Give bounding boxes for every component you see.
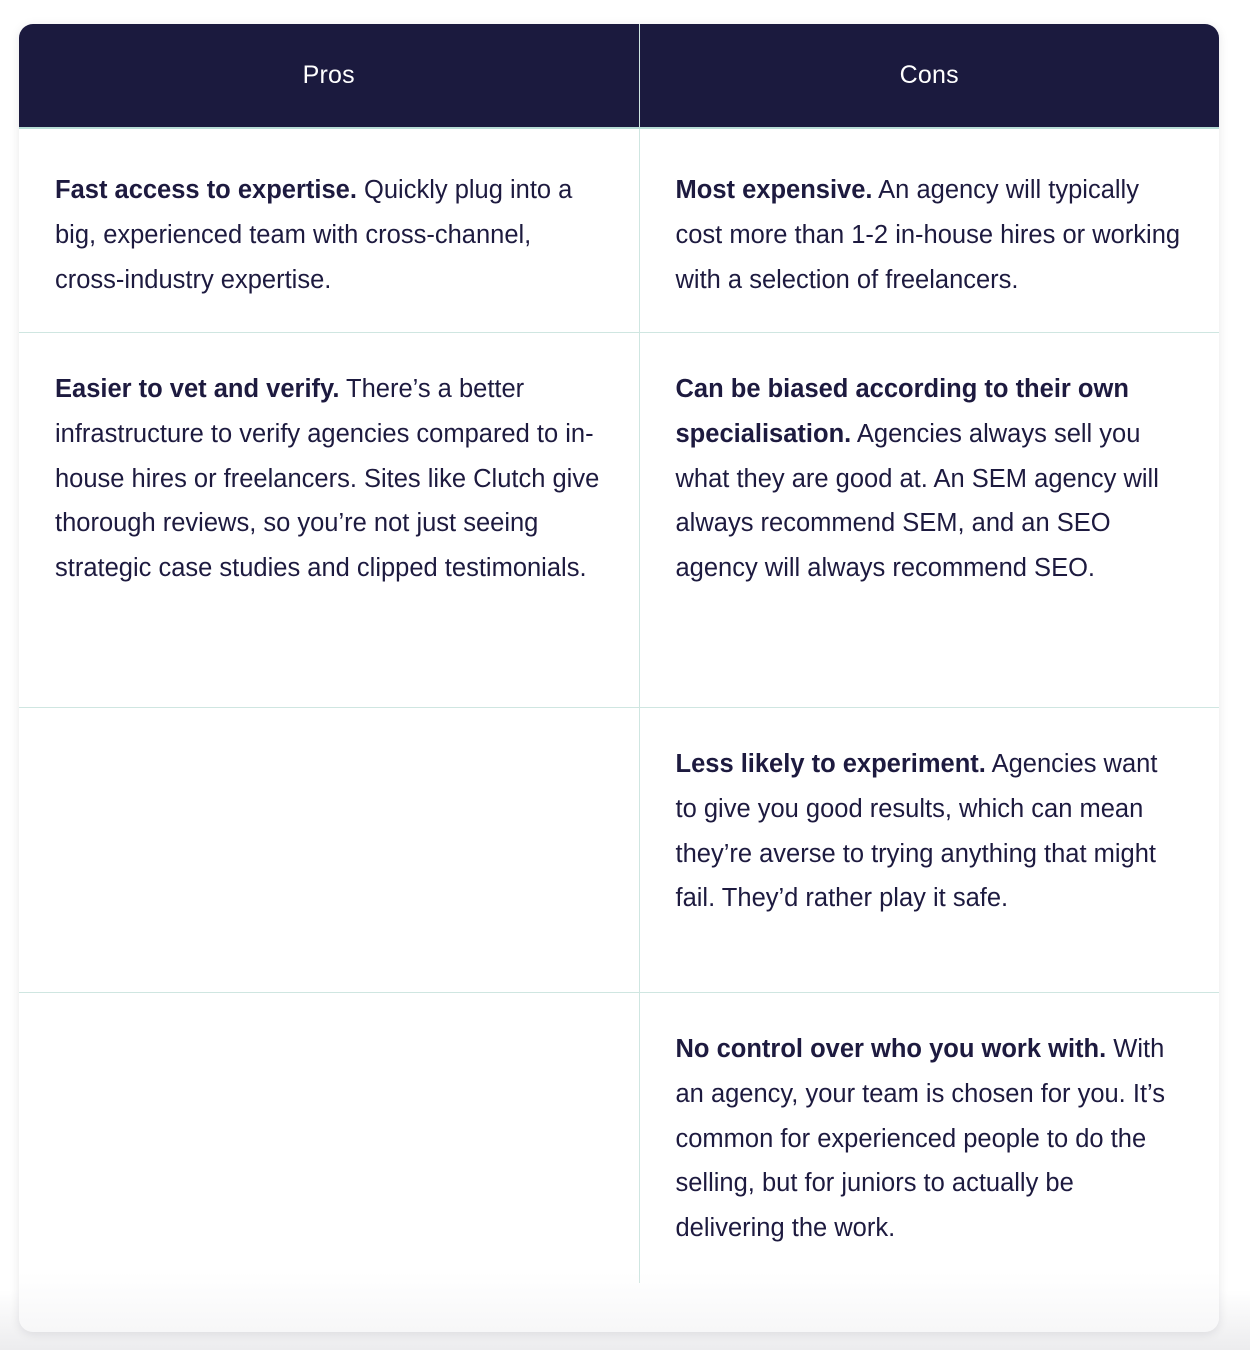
table-row bbox=[19, 993, 1219, 1284]
con-lead-text: Can be biased according to their own specialisation. bbox=[675, 375, 1129, 448]
table-row bbox=[19, 333, 1219, 708]
pro-cell-empty bbox=[19, 708, 639, 993]
con-body-text: Agencies always sell you what they are good at. An SEM agency will always recommend SEM, and an SEO agency will always recommend SEO. bbox=[675, 419, 1159, 583]
pro-cell-empty bbox=[19, 993, 639, 1284]
con-cell bbox=[639, 128, 1219, 333]
pro-cell bbox=[19, 333, 639, 708]
pros-cons-table-card bbox=[19, 24, 1219, 1332]
pro-body-text: Quickly plug into a big, experienced team with cross-channel, cross-industry expertise. bbox=[55, 176, 573, 294]
con-lead-text: Less likely to experiment. bbox=[675, 750, 986, 778]
con-body-text: An agency will typically cost more than 1-2 in-house hires or working with a selection of freelancers. bbox=[675, 176, 1181, 294]
table-row bbox=[19, 708, 1219, 993]
pro-lead-text: Easier to vet and verify. bbox=[55, 375, 340, 403]
con-cell bbox=[639, 333, 1219, 708]
con-lead-text: No control over who you work with. bbox=[675, 1035, 1107, 1063]
con-cell bbox=[639, 708, 1219, 993]
cons-column-header: Cons bbox=[639, 24, 1219, 128]
table-row bbox=[19, 128, 1219, 333]
con-body-text: Agencies want to give you good results, which can mean they’re averse to trying anything that might fail. They’d rather play it safe. bbox=[675, 750, 1158, 913]
pro-lead-text: Fast access to expertise. bbox=[55, 176, 357, 204]
pro-cell bbox=[19, 128, 639, 333]
pros-cons-table bbox=[19, 24, 1219, 1283]
con-cell bbox=[639, 993, 1219, 1284]
pro-body-text: There’s a better infrastructure to verify agencies compared to in-house hires or freelancers. Sites like Clutch give thorough reviews, so you’re not just seeing strategic case studies and clipped testimonials. bbox=[55, 375, 600, 583]
table-header-row bbox=[19, 24, 1219, 128]
con-lead-text: Most expensive. bbox=[675, 176, 873, 204]
con-body-text: With an agency, your team is chosen for you. It’s common for experienced people to do the selling, but for juniors to actually be delivering the work. bbox=[675, 1035, 1165, 1243]
pros-column-header: Pros bbox=[19, 24, 639, 128]
